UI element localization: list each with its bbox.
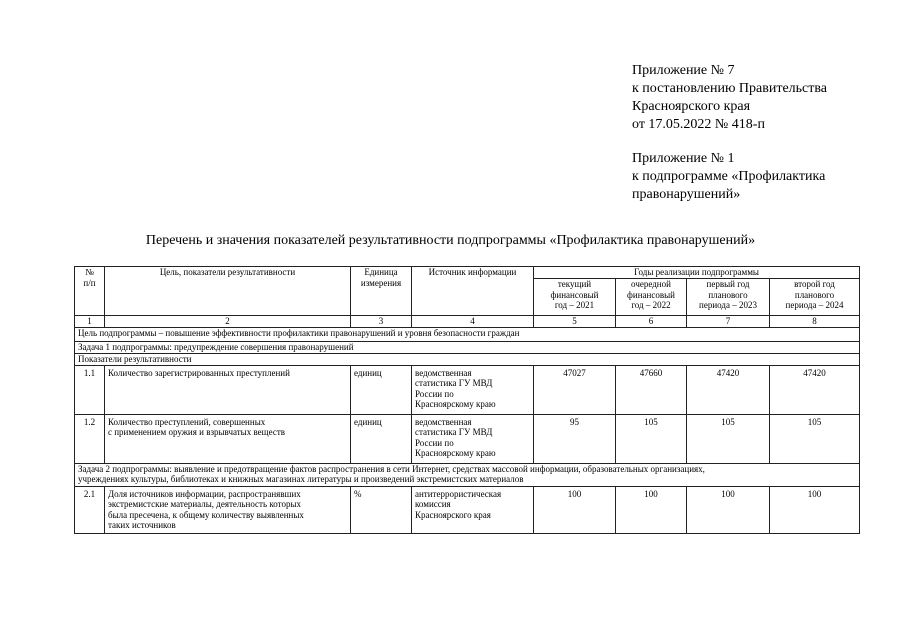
indicator-name: Количество зарегистрированных преступлений [105,365,351,414]
header-source: Источник информации [412,267,534,316]
value-2022: 47660 [616,365,687,414]
column-number: 8 [770,316,860,328]
task2-row: Задача 2 подпрограммы: выявление и предотвращение фактов распространения в сети Интернет, средствах массовой информации, образовательных организациях, учреждениях культуры, библиотеках и книжных магазинах литературы и произведений экстремистских материалов [75,463,860,486]
value-2023: 47420 [687,365,770,414]
column-number: 4 [412,316,534,328]
annex7-block [632,62,827,134]
indicator-unit: % [351,486,412,533]
header-year-2024: второй год планового периода – 2024 [770,279,860,316]
column-number: 1 [75,316,105,328]
header-num: № п/п [75,267,105,316]
indicators-table [74,266,860,534]
indicator-source: антитеррористическая комиссия Красноярского края [412,486,534,533]
indicator-source: ведомственная статистика ГУ МВД России по Красноярскому краю [412,414,534,463]
task1-row: Задача 1 подпрограммы: предупреждение совершения правонарушений [75,341,860,353]
column-number: 5 [534,316,616,328]
value-2023: 105 [687,414,770,463]
value-2022: 105 [616,414,687,463]
value-2024: 47420 [770,365,860,414]
value-2021: 47027 [534,365,616,414]
header-year-2023: первый год планового периода – 2023 [687,279,770,316]
table-row [75,414,860,463]
annex7-line: от 17.05.2022 № 418-п [632,117,765,132]
value-2021: 95 [534,414,616,463]
annex7-line: к постановлению Правительства [632,81,828,96]
indicators-table-wrapper [74,266,859,534]
indicator-name: Доля источников информации, распространявших экстремистские материалы, деятельность которых была пресечена, к общему количеству выявленных таких источников [105,486,351,533]
indicators-label-row: Показатели результативности [75,353,860,365]
value-2024: 105 [770,414,860,463]
annex7-line: Приложение № 7 [632,63,735,78]
annex1-block [632,150,825,204]
column-number: 7 [687,316,770,328]
value-2023: 100 [687,486,770,533]
annex1-line: к подпрограмме «Профилактика [632,169,826,184]
indicator-source: ведомственная статистика ГУ МВД России по Красноярскому краю [412,365,534,414]
column-number: 2 [105,316,351,328]
document-title: Перечень и значения показателей результативности подпрограммы «Профилактика правонарушений» [145,233,756,248]
indicator-unit: единиц [351,365,412,414]
annex1-line: правонарушений» [632,187,741,202]
subprogram-goal-row: Цель подпрограммы – повышение эффективности профилактики правонарушений и уровня безопасности граждан [75,327,860,341]
header-year-2021: текущий финансовый год – 2021 [534,279,616,316]
value-2024: 100 [770,486,860,533]
column-number: 3 [351,316,412,328]
annex1-line: Приложение № 1 [632,151,735,166]
row-number: 2.1 [75,486,105,533]
row-number: 1.2 [75,414,105,463]
row-number: 1.1 [75,365,105,414]
header-unit: Единица измерения [351,267,412,316]
indicator-unit: единиц [351,414,412,463]
header-years: Годы реализации подпрограммы [534,267,860,279]
header-year-2022: очередной финансовый год – 2022 [616,279,687,316]
table-row [75,365,860,414]
header-goal: Цель, показатели результативности [105,267,351,316]
value-2022: 100 [616,486,687,533]
indicator-name: Количество преступлений, совершенных с применением оружия и взрывчатых веществ [105,414,351,463]
annex7-line: Красноярского края [632,99,751,114]
column-number: 6 [616,316,687,328]
value-2021: 100 [534,486,616,533]
table-row [75,486,860,533]
